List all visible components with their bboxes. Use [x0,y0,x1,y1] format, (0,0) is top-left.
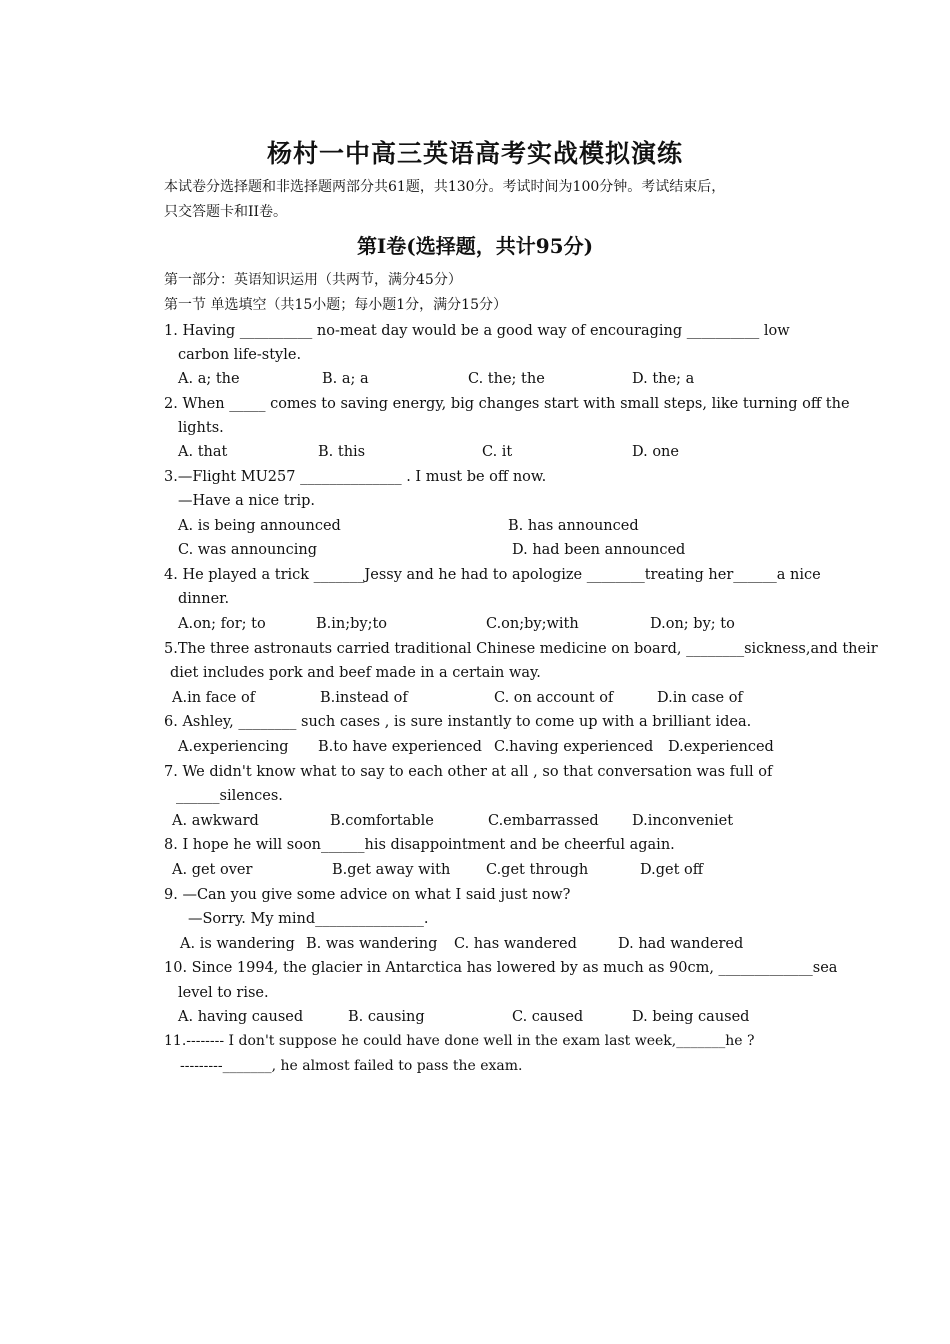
question-stem: 10. Since 1994, the glacier in Antarctica has lowered by as much as 90cm, _____________sea [164,960,838,976]
option-a: A.on; for; to [178,616,266,632]
question-stem: 11.-------- I don't suppose he could have done well in the exam last week,_______he ? [164,1033,755,1049]
option-c: C. caused [512,1009,584,1025]
option-b: B. a; a [322,371,369,387]
option-d: D. being caused [632,1009,750,1025]
question-stem: 3.—Flight MU257 ______________ . I must be off now. [164,469,547,485]
option-d: D. the; a [632,371,695,387]
question-stem: —Have a nice trip. [178,493,315,509]
option-b: B.to have experienced [318,739,482,755]
option-c: C.get through [486,862,589,878]
option-d: D.on; by; to [650,616,735,632]
option-a: A. is being announced [178,518,341,534]
option-a: A. awkward [172,813,259,829]
volume-title: 第Ⅰ卷(选择题，共计95分) [356,234,594,258]
intro-line-1: 本试卷分选择题和非选择题两部分共61题，共130分。考试时间为100分钟。考试结束后， [164,179,726,195]
question-stem: —Sorry. My mind_______________. [188,911,429,927]
option-b: B. was wandering [306,936,438,952]
part-heading: 第一部分：英语知识运用（共两节，满分45分） [164,272,462,288]
option-b: B.instead of [320,690,408,706]
question-stem: 7. We didn't know what to say to each other at all , so that conversation was full of [164,764,773,780]
option-d: D. had wandered [618,936,744,952]
section-heading: 第一节 单选填空（共15小题；每小题1分，满分15分） [164,297,507,313]
option-a: A. a; the [178,371,240,387]
option-d: D.inconveniet [632,813,734,829]
question-stem: 4. He played a trick _______Jessy and he had to apologize ________treating her______a nice [164,567,821,583]
option-a: A.experiencing [178,739,289,755]
question-stem: dinner. [178,591,230,607]
option-a: A.in face of [172,690,256,706]
option-d: D. had been announced [512,542,686,558]
option-c: C.embarrassed [488,813,599,829]
option-d: D.in case of [657,690,743,706]
question-stem: ______silences. [176,788,283,804]
option-a: A. get over [172,862,253,878]
question-stem: 9. —Can you give some advice on what I said just now? [164,887,571,903]
question-stem: lights. [178,420,224,436]
exam-title: 杨村一中高三英语高考实战模拟演练 [266,139,683,168]
question-stem: 6. Ashley, ________ such cases , is sure instantly to come up with a brilliant idea. [164,714,752,730]
question-stem: 8. I hope he will soon______his disappointment and be cheerful again. [164,837,675,853]
option-c: C.having experienced [494,739,654,755]
option-c: C. the; the [468,371,545,387]
option-b: B. causing [348,1009,425,1025]
question-stem: 2. When _____ comes to saving energy, big changes start with small steps, like turning off the [164,396,850,412]
question-stem: carbon life-style. [178,347,302,363]
question-stem: 5.The three astronauts carried traditional Chinese medicine on board, ________sickness,and their [164,641,878,657]
option-a: A. is wandering [180,936,295,952]
option-a: A. that [178,444,228,460]
option-b: B.get away with [332,862,451,878]
question-stem: ---------_______, he almost failed to pass the exam. [180,1058,523,1074]
option-c: C.on;by;with [486,616,579,632]
question-stem: 1. Having __________ no-meat day would be a good way of encouraging __________ low [164,323,790,339]
question-stem: diet includes pork and beef made in a certain way. [170,665,541,681]
option-c: C. was announcing [178,542,318,558]
option-c: C. on account of [494,690,614,706]
intro-line-2: 只交答题卡和II卷。 [164,204,288,220]
option-b: B.comfortable [330,813,434,829]
option-b: B. this [318,444,366,460]
option-c: C. has wandered [454,936,577,952]
option-c: C. it [482,444,513,460]
option-b: B.in;by;to [316,616,388,632]
option-d: D.get off [640,862,704,878]
question-stem: level to rise. [178,985,269,1001]
option-b: B. has announced [508,518,639,534]
option-d: D. one [632,444,679,460]
option-a: A. having caused [178,1009,304,1025]
option-d: D.experienced [668,739,774,755]
